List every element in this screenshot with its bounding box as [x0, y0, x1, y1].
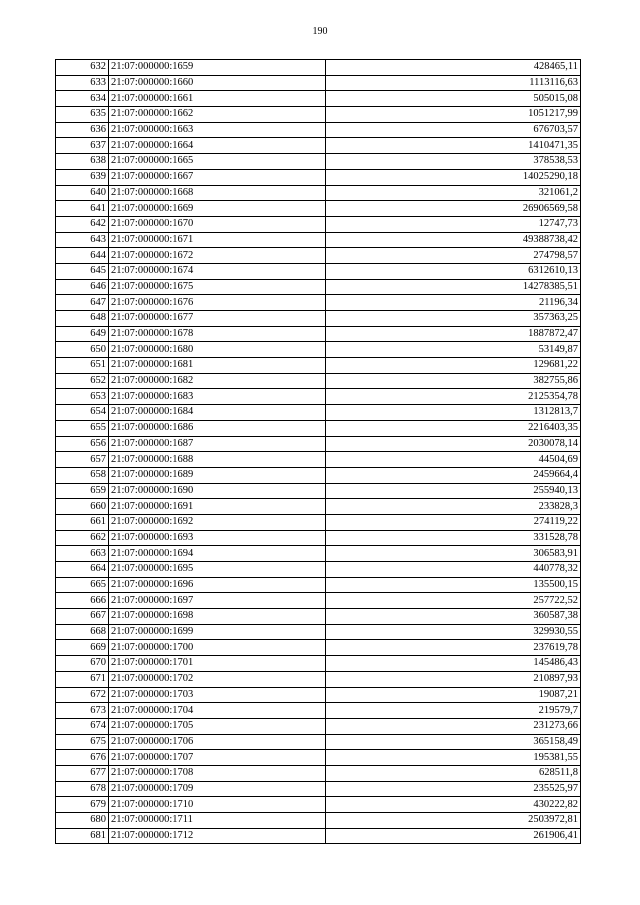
table-row: [56, 326, 581, 342]
row-number: 655: [56, 420, 109, 436]
row-number: 664: [56, 562, 109, 578]
cadastral-number: 21:07:000000:1695: [109, 562, 326, 578]
table-row: [56, 687, 581, 703]
cadastral-number: 21:07:000000:1698: [109, 609, 326, 625]
row-value: 261906,41: [326, 828, 581, 844]
row-number: 634: [56, 91, 109, 107]
cadastral-number: 21:07:000000:1669: [109, 201, 326, 217]
cadastral-number: 21:07:000000:1711: [109, 813, 326, 829]
row-number: 650: [56, 342, 109, 358]
table-row: [56, 138, 581, 154]
table-row: [56, 452, 581, 468]
row-number: 659: [56, 483, 109, 499]
row-value: 44504,69: [326, 452, 581, 468]
cadastral-number: 21:07:000000:1660: [109, 75, 326, 91]
table-row: [56, 577, 581, 593]
cadastral-number: 21:07:000000:1663: [109, 122, 326, 138]
table-row: [56, 546, 581, 562]
row-value: 1312813,7: [326, 405, 581, 421]
table-row: [56, 436, 581, 452]
row-number: 656: [56, 436, 109, 452]
cadastral-number: 21:07:000000:1693: [109, 530, 326, 546]
table-row: [56, 295, 581, 311]
row-value: 2459664,4: [326, 467, 581, 483]
cadastral-number: 21:07:000000:1682: [109, 373, 326, 389]
table-row: [56, 107, 581, 123]
table-row: [56, 765, 581, 781]
cadastral-number: 21:07:000000:1702: [109, 671, 326, 687]
row-number: 671: [56, 671, 109, 687]
table-row: [56, 562, 581, 578]
row-number: 636: [56, 122, 109, 138]
row-value: 145486,43: [326, 656, 581, 672]
row-number: 657: [56, 452, 109, 468]
table-row: [56, 358, 581, 374]
cadastral-number: 21:07:000000:1701: [109, 656, 326, 672]
row-value: 14278385,51: [326, 279, 581, 295]
cadastral-number: 21:07:000000:1712: [109, 828, 326, 844]
row-value: 676703,57: [326, 122, 581, 138]
cadastral-number: 21:07:000000:1668: [109, 185, 326, 201]
row-value: 2030078,14: [326, 436, 581, 452]
table-row: [56, 624, 581, 640]
table-row: [56, 718, 581, 734]
row-number: 667: [56, 609, 109, 625]
cadastral-number: 21:07:000000:1684: [109, 405, 326, 421]
row-value: 505015,08: [326, 91, 581, 107]
cadastral-number: 21:07:000000:1678: [109, 326, 326, 342]
cadastral-number: 21:07:000000:1672: [109, 248, 326, 264]
row-value: 357363,25: [326, 311, 581, 327]
row-number: 676: [56, 750, 109, 766]
cadastral-number: 21:07:000000:1699: [109, 624, 326, 640]
row-number: 652: [56, 373, 109, 389]
row-value: 233828,3: [326, 499, 581, 515]
row-value: 1410471,35: [326, 138, 581, 154]
cadastral-number: 21:07:000000:1680: [109, 342, 326, 358]
row-value: 274119,22: [326, 514, 581, 530]
table-row: [56, 593, 581, 609]
row-number: 661: [56, 514, 109, 530]
row-value: 235525,97: [326, 781, 581, 797]
cadastral-number: 21:07:000000:1694: [109, 546, 326, 562]
row-value: 219579,7: [326, 703, 581, 719]
table-row: [56, 122, 581, 138]
cadastral-number: 21:07:000000:1687: [109, 436, 326, 452]
cadastral-number: 21:07:000000:1697: [109, 593, 326, 609]
cadastral-number: 21:07:000000:1664: [109, 138, 326, 154]
row-number: 662: [56, 530, 109, 546]
cadastral-number: 21:07:000000:1661: [109, 91, 326, 107]
row-number: 680: [56, 813, 109, 829]
cadastral-number: 21:07:000000:1690: [109, 483, 326, 499]
cadastral-number: 21:07:000000:1688: [109, 452, 326, 468]
row-value: 428465,11: [326, 60, 581, 76]
row-value: 430222,82: [326, 797, 581, 813]
table-row: [56, 169, 581, 185]
table-row: [56, 248, 581, 264]
row-value: 2216403,35: [326, 420, 581, 436]
cadastral-number: 21:07:000000:1706: [109, 734, 326, 750]
table-row: [56, 797, 581, 813]
row-number: 654: [56, 405, 109, 421]
table-row: [56, 311, 581, 327]
row-number: 673: [56, 703, 109, 719]
cadastral-number: 21:07:000000:1681: [109, 358, 326, 374]
table-row: [56, 640, 581, 656]
table-row: [56, 232, 581, 248]
cadastral-number: 21:07:000000:1705: [109, 718, 326, 734]
cadastral-number: 21:07:000000:1662: [109, 107, 326, 123]
cadastral-number: 21:07:000000:1707: [109, 750, 326, 766]
row-value: 378538,53: [326, 154, 581, 170]
row-value: 306583,91: [326, 546, 581, 562]
table-row: [56, 781, 581, 797]
row-number: 678: [56, 781, 109, 797]
row-value: 129681,22: [326, 358, 581, 374]
row-value: 255940,13: [326, 483, 581, 499]
table-row: [56, 263, 581, 279]
row-value: 365158,49: [326, 734, 581, 750]
cadastral-number: 21:07:000000:1700: [109, 640, 326, 656]
cadastral-number: 21:07:000000:1704: [109, 703, 326, 719]
row-number: 632: [56, 60, 109, 76]
table-row: [56, 530, 581, 546]
row-value: 628511,8: [326, 765, 581, 781]
cadastral-number: 21:07:000000:1674: [109, 263, 326, 279]
row-number: 674: [56, 718, 109, 734]
table-row: [56, 609, 581, 625]
row-number: 658: [56, 467, 109, 483]
cadastral-number: 21:07:000000:1671: [109, 232, 326, 248]
row-value: 19087,21: [326, 687, 581, 703]
row-number: 665: [56, 577, 109, 593]
row-number: 642: [56, 216, 109, 232]
row-value: 49388738,42: [326, 232, 581, 248]
table-row: [56, 154, 581, 170]
table-row: [56, 813, 581, 829]
table-row: [56, 703, 581, 719]
cadastral-number: 21:07:000000:1689: [109, 467, 326, 483]
cadastral-number: 21:07:000000:1703: [109, 687, 326, 703]
row-value: 2503972,81: [326, 813, 581, 829]
cadastral-number: 21:07:000000:1676: [109, 295, 326, 311]
row-number: 677: [56, 765, 109, 781]
cadastral-number: 21:07:000000:1667: [109, 169, 326, 185]
row-number: 675: [56, 734, 109, 750]
cadastral-number: 21:07:000000:1692: [109, 514, 326, 530]
table-row: [56, 75, 581, 91]
row-value: 12747,73: [326, 216, 581, 232]
row-value: 360587,38: [326, 609, 581, 625]
row-number: 641: [56, 201, 109, 217]
cadastral-number: 21:07:000000:1686: [109, 420, 326, 436]
row-value: 135500,15: [326, 577, 581, 593]
row-value: 329930,55: [326, 624, 581, 640]
table-row: [56, 514, 581, 530]
row-number: 670: [56, 656, 109, 672]
registry-table: [55, 59, 581, 844]
table-row: [56, 185, 581, 201]
cadastral-number: 21:07:000000:1675: [109, 279, 326, 295]
row-value: 1051217,99: [326, 107, 581, 123]
table-row: [56, 373, 581, 389]
row-value: 231273,66: [326, 718, 581, 734]
table-row: [56, 389, 581, 405]
row-number: 633: [56, 75, 109, 91]
registry-table-body: [56, 60, 581, 844]
row-number: 635: [56, 107, 109, 123]
row-number: 639: [56, 169, 109, 185]
row-number: 681: [56, 828, 109, 844]
row-value: 237619,78: [326, 640, 581, 656]
cadastral-number: 21:07:000000:1709: [109, 781, 326, 797]
table-row: [56, 467, 581, 483]
row-value: 440778,32: [326, 562, 581, 578]
row-value: 2125354,78: [326, 389, 581, 405]
row-value: 321061,2: [326, 185, 581, 201]
row-number: 645: [56, 263, 109, 279]
row-number: 679: [56, 797, 109, 813]
cadastral-number: 21:07:000000:1659: [109, 60, 326, 76]
row-number: 647: [56, 295, 109, 311]
table-row: [56, 420, 581, 436]
table-row: [56, 201, 581, 217]
row-value: 331528,78: [326, 530, 581, 546]
row-value: 257722,52: [326, 593, 581, 609]
row-number: 646: [56, 279, 109, 295]
cadastral-number: 21:07:000000:1683: [109, 389, 326, 405]
row-value: 26906569,58: [326, 201, 581, 217]
table-row: [56, 405, 581, 421]
cadastral-number: 21:07:000000:1670: [109, 216, 326, 232]
table-row: [56, 734, 581, 750]
page-number: 190: [312, 26, 328, 37]
row-value: 210897,93: [326, 671, 581, 687]
row-value: 382755,86: [326, 373, 581, 389]
row-number: 660: [56, 499, 109, 515]
table-row: [56, 60, 581, 76]
table-row: [56, 91, 581, 107]
row-number: 643: [56, 232, 109, 248]
cadastral-number: 21:07:000000:1710: [109, 797, 326, 813]
row-number: 644: [56, 248, 109, 264]
cadastral-number: 21:07:000000:1665: [109, 154, 326, 170]
row-number: 663: [56, 546, 109, 562]
table-row: [56, 499, 581, 515]
table-row: [56, 656, 581, 672]
row-value: 274798,57: [326, 248, 581, 264]
row-number: 672: [56, 687, 109, 703]
row-number: 649: [56, 326, 109, 342]
table-row: [56, 750, 581, 766]
table-row: [56, 216, 581, 232]
table-row: [56, 279, 581, 295]
row-number: 651: [56, 358, 109, 374]
row-number: 638: [56, 154, 109, 170]
row-number: 668: [56, 624, 109, 640]
row-value: 195381,55: [326, 750, 581, 766]
table-row: [56, 483, 581, 499]
row-value: 1113116,63: [326, 75, 581, 91]
cadastral-number: 21:07:000000:1691: [109, 499, 326, 515]
row-number: 640: [56, 185, 109, 201]
row-number: 637: [56, 138, 109, 154]
row-number: 648: [56, 311, 109, 327]
cadastral-number: 21:07:000000:1677: [109, 311, 326, 327]
table-row: [56, 342, 581, 358]
row-number: 669: [56, 640, 109, 656]
row-number: 653: [56, 389, 109, 405]
row-value: 6312610,13: [326, 263, 581, 279]
cadastral-number: 21:07:000000:1696: [109, 577, 326, 593]
row-value: 14025290,18: [326, 169, 581, 185]
cadastral-number: 21:07:000000:1708: [109, 765, 326, 781]
row-number: 666: [56, 593, 109, 609]
row-value: 1887872,47: [326, 326, 581, 342]
row-value: 21196,34: [326, 295, 581, 311]
table-row: [56, 671, 581, 687]
row-value: 53149,87: [326, 342, 581, 358]
table-row: [56, 828, 581, 844]
